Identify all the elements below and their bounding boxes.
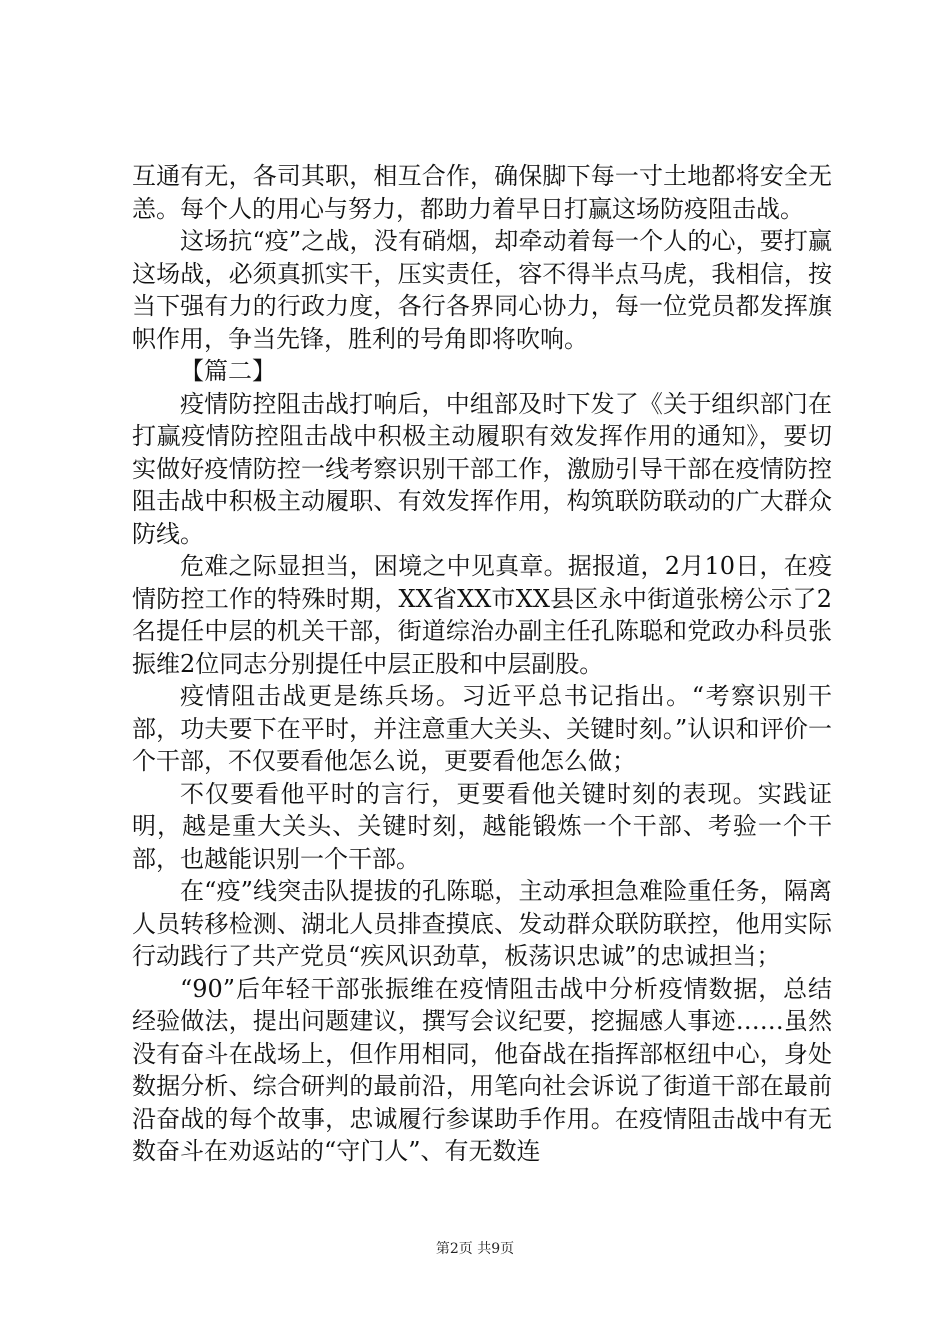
page-number-footer: 第2页 共9页: [435, 1241, 515, 1257]
paragraph: 疫情阻击战更是练兵场。习近平总书记指出。“考察识别干部，功夫要下在平时，并注意重大关头、关键时刻。”认识和评价一个干部，不仅要看他怎么说，更要看他怎么做；: [132, 682, 832, 775]
paragraph: 这场抗“疫”之战，没有硝烟，却牵动着每一个人的心，要打赢这场战，必须真抓实干，压实责任，容不得半点马虎，我相信，按当下强有力的行政力度，各行各界同心协力，每一位党员都发挥旗帜作用，争当先锋，胜利的号角即将吹响。: [132, 227, 832, 353]
paragraph: 在“疫”线突击队提拔的孔陈聪，主动承担急难险重任务，隔离人员转移检测、湖北人员排查摸底、发动群众联防联控，他用实际行动践行了共产党员“疾风识劲草，板荡识忠诚”的忠诚担当；: [132, 877, 832, 970]
paragraph: 疫情防控阻击战打响后，中组部及时下发了《关于组织部门在打赢疫情防控阻击战中积极主动履职有效发挥作用的通知》，要切实做好疫情防控一线考察识别干部工作，激励引导干部在疫情防控阻击战中积极主动履职、有效发挥作用，构筑联防联动的广大群众防线。: [132, 389, 832, 548]
section-heading: 【篇二】: [180, 357, 276, 385]
paragraph: “90”后年轻干部张振维在疫情阻击战中分析疫情数据，总结经验做法，提出问题建议，撰写会议纪要，挖掘感人事迹……虽然没有奋斗在战场上，但作用相同，他奋战在指挥部枢纽中心，身处数据分析、综合研判的最前沿，用笔向社会诉说了街道干部在最前沿奋战的每个故事，忠诚履行参谋助手作用。在疫情阻击战中有无数奋斗在劝返站的“守门人”、有无数连: [132, 974, 832, 1165]
paragraph: 危难之际显担当，困境之中见真章。据报道，2月10日，在疫情防控工作的特殊时期，XX省XX市XX县区永中街道张榜公示了2名提任中层的机关干部，街道综治办副主任孔陈聪和党政办科员张振维2位同志分别提任中层正股和中层副股。: [132, 552, 832, 678]
document-body: [132, 160, 832, 1168]
paragraph: 不仅要看他平时的言行，更要看他关键时刻的表现。实践证明，越是重大关头、关键时刻，越能锻炼一个干部、考验一个干部，也越能识别一个干部。: [132, 779, 832, 873]
paragraph-continuation: 互通有无，各司其职，相互合作，确保脚下每一寸土地都将安全无恙。每个人的用心与努力，都助力着早日打赢这场防疫阻击战。: [132, 162, 832, 223]
